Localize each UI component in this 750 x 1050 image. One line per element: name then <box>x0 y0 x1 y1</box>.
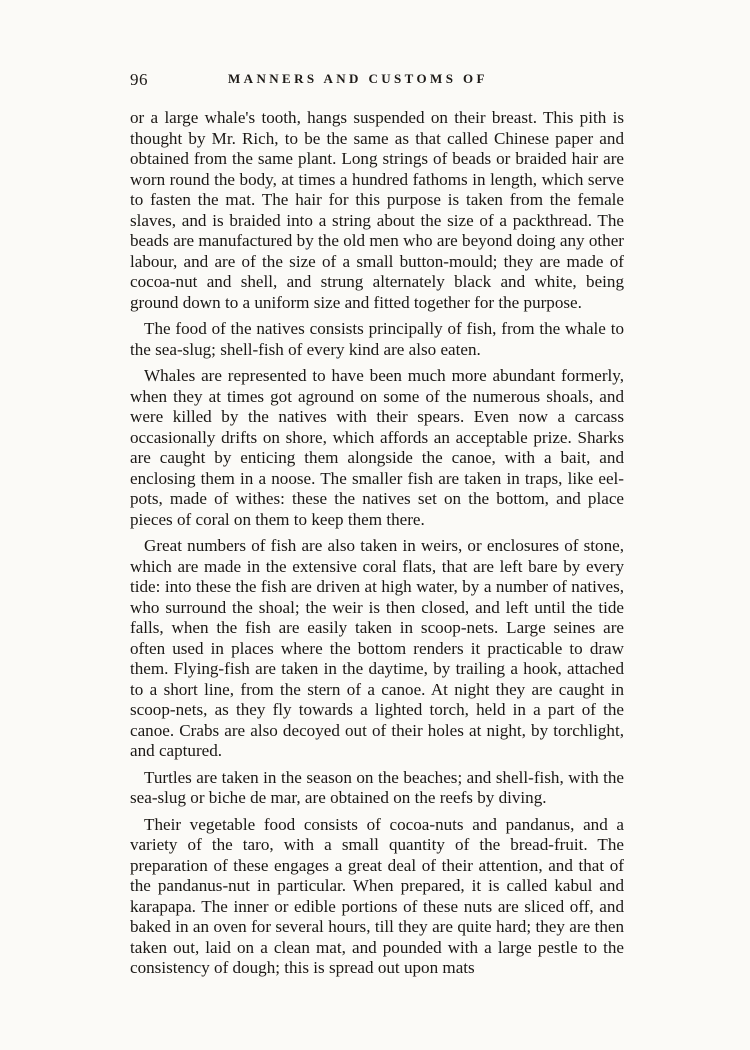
paragraph-food: The food of the natives consists principally of fish, from the whale to the sea-slug; shell-fish of every kind are also eaten. <box>130 319 624 359</box>
paragraph-weirs-fishing: Great numbers of fish are also taken in weirs, or enclosures of stone, which are made in the extensive coral flats, that are left bare by every tide: into these the fish are driven at high water, by a number of natives, who surround the shoal; the weir is then closed, and left until the tide falls, when the fish are easily taken in scoop-nets. Large seines are often used in places where the bottom renders it practicable to draw them. Flying-fish are taken in the daytime, by trailing a hook, attached to a short line, from the stern of a canoe. At night they are caught in scoop-nets, as they fly towards a lighted torch, held in a part of the canoe. Crabs are also decoyed out of their holes at night, by torchlight, and captured. <box>130 536 624 760</box>
running-head: MANNERS AND CUSTOMS OF <box>228 71 488 86</box>
page-header <box>130 70 624 94</box>
paragraph-vegetable-food: Their vegetable food consists of cocoa-nuts and pandanus, and a variety of the taro, with a small quantity of the bread-fruit. The preparation of these engages a great deal of their attention, and that of the pandanus-nut in particular. When prepared, it is called kabul and karapapa. The inner or edible portions of these nuts are sliced off, and baked in an oven for several hours, till they are quite hard; they are then taken out, laid on a clean mat, and pounded with a large pestle to the consistency of dough; this is spread out upon mats <box>130 814 624 977</box>
page-number: 96 <box>130 70 148 89</box>
body-text <box>130 108 624 985</box>
paragraph-whales-sharks: Whales are represented to have been much more abundant formerly, when they at times got aground on some of the numerous shoals, and were killed by the natives with their spears. Even now a carcass occasionally drifts on shore, which affords an acceptable prize. Sharks are caught by enticing them alongside the canoe, with a bait, and enclosing them in a noose. The smaller fish are taken in traps, like eel-pots, made of withes: these the natives set on the bottom, and place pieces of coral on them to keep them there. <box>130 366 624 529</box>
paragraph-ornaments-continued: or a large whale's tooth, hangs suspended on their breast. This pith is thought by Mr. Rich, to be the same as that called Chinese paper and obtained from the same plant. Long strings of beads or braided hair are worn round the body, at times a hundred fathoms in length, which serve to fasten the mat. The hair for this purpose is taken from the female slaves, and is braided into a string about the size of a packthread. The beads are manufactured by the old men who are beyond doing any other labour, and are of the size of a small button-mould; they are made of cocoa-nut and shell, and strung alternately black and white, being ground down to a uniform size and fitted together for the purpose. <box>130 108 624 312</box>
paragraph-turtles: Turtles are taken in the season on the beaches; and shell-fish, with the sea-slug or biche de mar, are obtained on the reefs by diving. <box>130 767 624 807</box>
